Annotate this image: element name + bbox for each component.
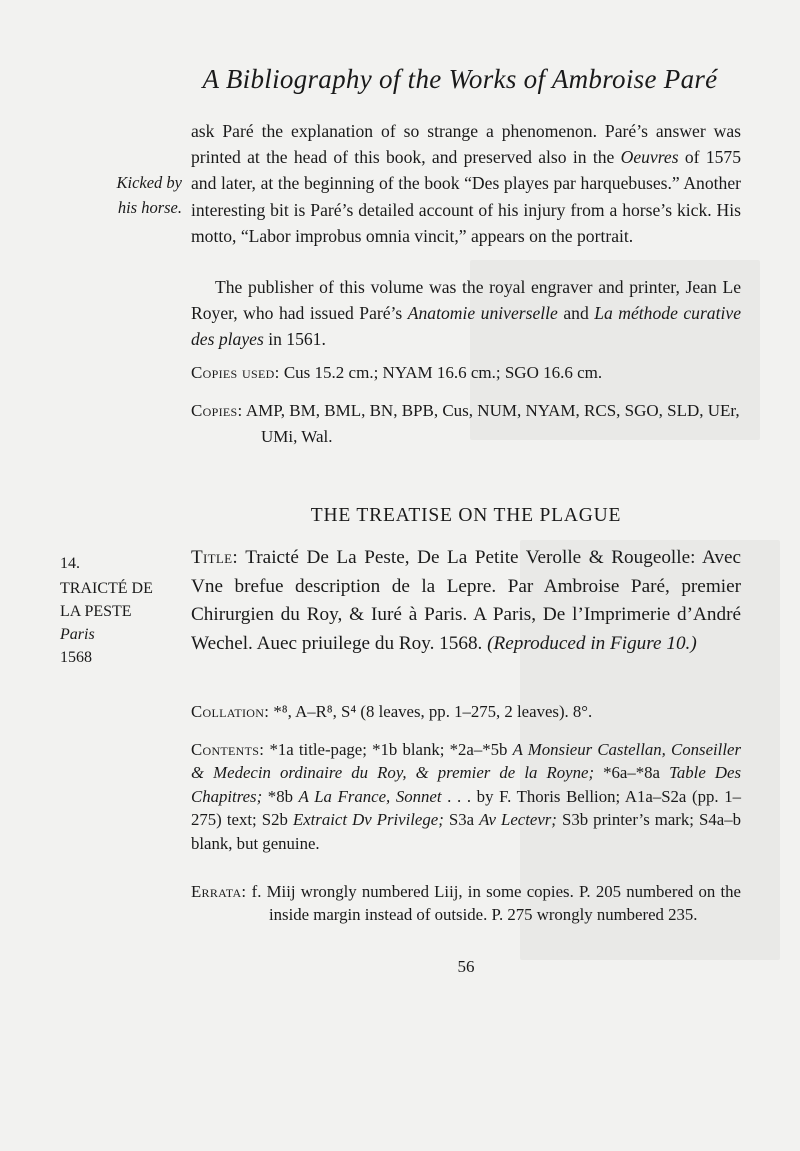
copies [191, 398, 741, 450]
paragraph-text: ask Paré the explanation of so strange a phenomenon. Paré’s answer was printed at the head of this book, and preserved also in the [191, 121, 741, 168]
paragraph [191, 118, 741, 249]
paragraph-text: The publisher of this volume was the royal engraver and printer, Jean Le Royer, who had issued Paré’s [191, 277, 741, 324]
book-title-italic: La méthode curative des playes [191, 303, 741, 350]
entry-short-title: LA PESTE [60, 603, 132, 620]
section-heading: THE TREATISE ON THE PLAGUE [310, 505, 622, 526]
entry-sidebar [60, 552, 175, 669]
contents-text: *1a title-page; *1b blank; *2a–*5b [269, 740, 513, 759]
errata [191, 880, 741, 927]
paragraph-text: in 1561. [263, 329, 326, 350]
entry-year: 1568 [60, 649, 92, 666]
contents-label: Contents: [191, 740, 265, 759]
title-text: Traicté De La Peste, De La Petite Verolle & Rougeolle: Avec Vne brefue description de la Lepre. Par Ambroise Paré, premier Chirurgien du Roy, & Iuré à Paris. A Paris, De l’Imprimerie d’André Wechel. Auec priuilege du Roy. 1568. [191, 547, 742, 654]
entry-place: Paris [60, 626, 95, 643]
contents [191, 738, 741, 855]
entry-short-title: TRAICTÉ DE [60, 580, 153, 597]
contents-italic: Av Lectevr; [479, 810, 557, 830]
margin-note [72, 170, 182, 220]
title-entry [191, 544, 741, 658]
collation-value: *⁸, A–R⁸, S⁴ (8 leaves, pp. 1–275, 2 leaves). 8°. [273, 702, 593, 721]
copies-label: Copies: [191, 401, 243, 420]
margin-note-line: Kicked by [116, 173, 182, 192]
paragraph-text: and [557, 303, 595, 324]
running-head: A Bibliography of the Works of Ambroise Paré [202, 64, 718, 94]
margin-note-line: his horse. [117, 198, 182, 217]
title-label: Title: [191, 547, 239, 568]
paragraph-text: of 1575 and later, at the beginning of the book “Des playes par harquebuses.” Another interesting bit is Paré’s detailed account of his injury from a horse’s kick. His motto, “Labor improbus omnia vincit,” appears on the portrait. [191, 147, 742, 246]
paragraph [191, 274, 741, 353]
collation [191, 700, 741, 723]
copies-used [191, 360, 741, 386]
copies-value: AMP, BM, BML, BN, BPB, Cus, NUM, NYAM, RCS, SGO, SLD, UEr, UMi, Wal. [245, 401, 740, 446]
page-number: 56 [457, 957, 475, 976]
book-title-italic: Anatomie universelle [407, 303, 558, 324]
contents-text: S3a [443, 810, 480, 830]
errata-value: f. Miij wrongly numbered Liij, in some copies. P. 205 numbered on the inside margin instead of outside. P. 275 wrongly numbered 235. [251, 882, 742, 925]
contents-italic: Extraict Dv Privilege; [292, 810, 444, 830]
copies-used-value: Cus 15.2 cm.; NYAM 16.6 cm.; SGO 16.6 cm. [283, 363, 603, 382]
contents-italic: A Monsieur Castellan, Conseiller & Medecin ordinaire du Roy, & premier de la Royne; [191, 740, 741, 783]
copies-used-label: Copies used: [191, 363, 280, 382]
contents-italic: Table Des Chapitres; [191, 763, 741, 806]
book-title-italic: Oeuvres [620, 147, 679, 168]
errata-label: Errata: [191, 882, 247, 901]
contents-italic: A La France, Sonnet [298, 786, 442, 806]
contents-text: *6a–*8a [594, 763, 670, 783]
title-note: (Reproduced in Figure 10.) [487, 632, 697, 654]
contents-text: . . . by F. Thoris Bellion; A1a–S2a (pp. 1–275) text; S2b [191, 786, 741, 830]
contents-text: S3b printer’s mark; S4a–b blank, but genuine. [191, 810, 741, 853]
collation-label: Collation: [191, 702, 270, 721]
entry-number: 14. [60, 555, 80, 572]
contents-text: *8b [262, 786, 299, 806]
